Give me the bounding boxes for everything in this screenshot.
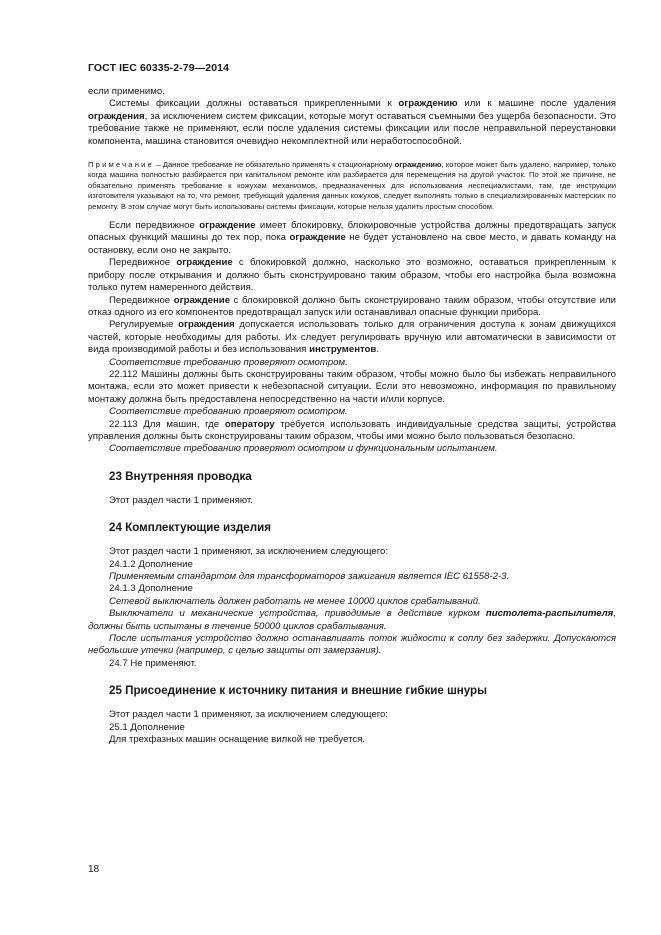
- subclause-25-1: 25.1 Дополнение: [109, 721, 185, 733]
- subclause-24-1-3: 24.1.3 Дополнение: [109, 583, 193, 595]
- paragraph: если применимо.: [88, 86, 165, 97]
- section-heading-23: 23 Внутренняя проводка: [109, 469, 252, 483]
- paragraph: Этот раздел части 1 применяют, за исключением следующего:: [109, 546, 389, 558]
- section-heading-24: 24 Комплектующие изделия: [109, 521, 272, 535]
- note-label: Примечание: [88, 160, 154, 170]
- document-page: [88, 62, 616, 746]
- paragraph: Передвижное ограждение с блокировкой должно, насколько это возможно, оставаться прикрепленным к прибору после открывания и должно быть сконструировано таким образом, чтобы его настройка была возможна только путем намеренного действия.: [88, 257, 616, 294]
- paragraph: Регулируемые ограждения допускается использовать только для ограничения доступа к зонам движущихся частей, которые необходимы для работы. Их следует регулировать вручную или автоматически в зависимости от вида производимой работы и без использования инструментов.: [88, 319, 616, 356]
- clause-22-113: 22.113 Для машин, где оператору требуется использовать индивидуальные средства защиты, устройства управления должны быть сконструированы таким образом, чтобы ими можно было пользоваться безопасно.: [88, 418, 616, 442]
- clause-22-112: 22.112 Машины должны быть сконструированы таким образом, чтобы можно было бы избежать неправильного монтажа, если это может привести к небезопасной ситуации. Если это невозможно, информация по правильному монтажу должна быть предоставлена непосредственно на части и/или корпусе.: [88, 368, 616, 405]
- paragraph: После испытания устройство должно останавливать поток жидкости к соплу без задержки. Допускаются небольшие утечки (например, с целью защиты от замерзания).: [88, 633, 616, 657]
- paragraph: Этот раздел части 1 применяют.: [109, 494, 253, 506]
- paragraph: Передвижное ограждение с блокировкой должно быть сконструировано таким образом, чтобы отсутствие или отказ одного из его компонентов предотвращал запуск или останавливал опасные функции прибора.: [88, 294, 616, 318]
- paragraph: Этот раздел части 1 применяют, за исключением следующего:: [109, 709, 389, 721]
- subclause-24-1-2: 24.1.2 Дополнение: [109, 558, 193, 570]
- note-paragraph: Примечание – Данное требование не обязательно применять к стационарному ограждению, которое может быть удалено, например, только когда машина полностью разбирается при капитальном ремонте или разбирается для перемещения на другой участок. По этой же причине, не обязательно применять требование к кожухам механизмов, предназначенных для использования неспециалистами, там, где инструкции изготовителя указывают на то, что ремонт, требующий удаления данных кожухов, следует выполнять только в специализированных мастерских по ремонту. В этом случае могут быть использованы системы фиксации, которые нельзя удалить простым способом.: [88, 160, 617, 211]
- paragraph: Сетевой выключатель должен работать не менее 10000 циклов срабатываний.: [109, 595, 481, 607]
- document-header: ГОСТ IEC 60335-2-79—2014: [88, 62, 230, 74]
- paragraph: Применяемым стандартом для трансформаторов зажигания является IEC 61558-2-3.: [109, 571, 510, 582]
- paragraph: Выключатели и механические устройства, приводимые в действие курком пистолета-распылителя, должны быть испытаны в течение 50000 циклов срабатывания.: [88, 608, 616, 632]
- paragraph: Системы фиксации должны оставаться прикрепленными к ограждению или к машине после удаления ограждения, за исключением систем фиксации, которые могут оставаться съемными без ущерба безопасности. Это требование также не применяют, если после удаления системы фиксации или после неправильной переустановки компонента, машина становится очевидно некомплектной или неработоспособной.: [88, 98, 616, 147]
- compliance-check: Соответствие требованию проверяют осмотром.: [109, 356, 348, 368]
- compliance-check: Соответствие требованию проверяют осмотром и функциональным испытанием.: [109, 443, 498, 455]
- page-number: 18: [88, 864, 100, 875]
- subclause-24-7: 24.7 Не применяют.: [109, 657, 197, 669]
- paragraph: Если передвижное ограждение имеет блокировку, блокировочные устройства должны предотвращать запуск опасных функций машины до тех пор, пока ограждение не будет установлено на свое место, и давать команду на остановку, если оно не закрыто.: [88, 220, 617, 256]
- compliance-check: Соответствие требованию проверяют осмотром.: [109, 406, 348, 418]
- section-heading-25: 25 Присоединение к источнику питания и внешние гибкие шнуры: [109, 684, 488, 698]
- paragraph: Для трехфазных машин оснащение вилкой не требуется.: [109, 734, 366, 746]
